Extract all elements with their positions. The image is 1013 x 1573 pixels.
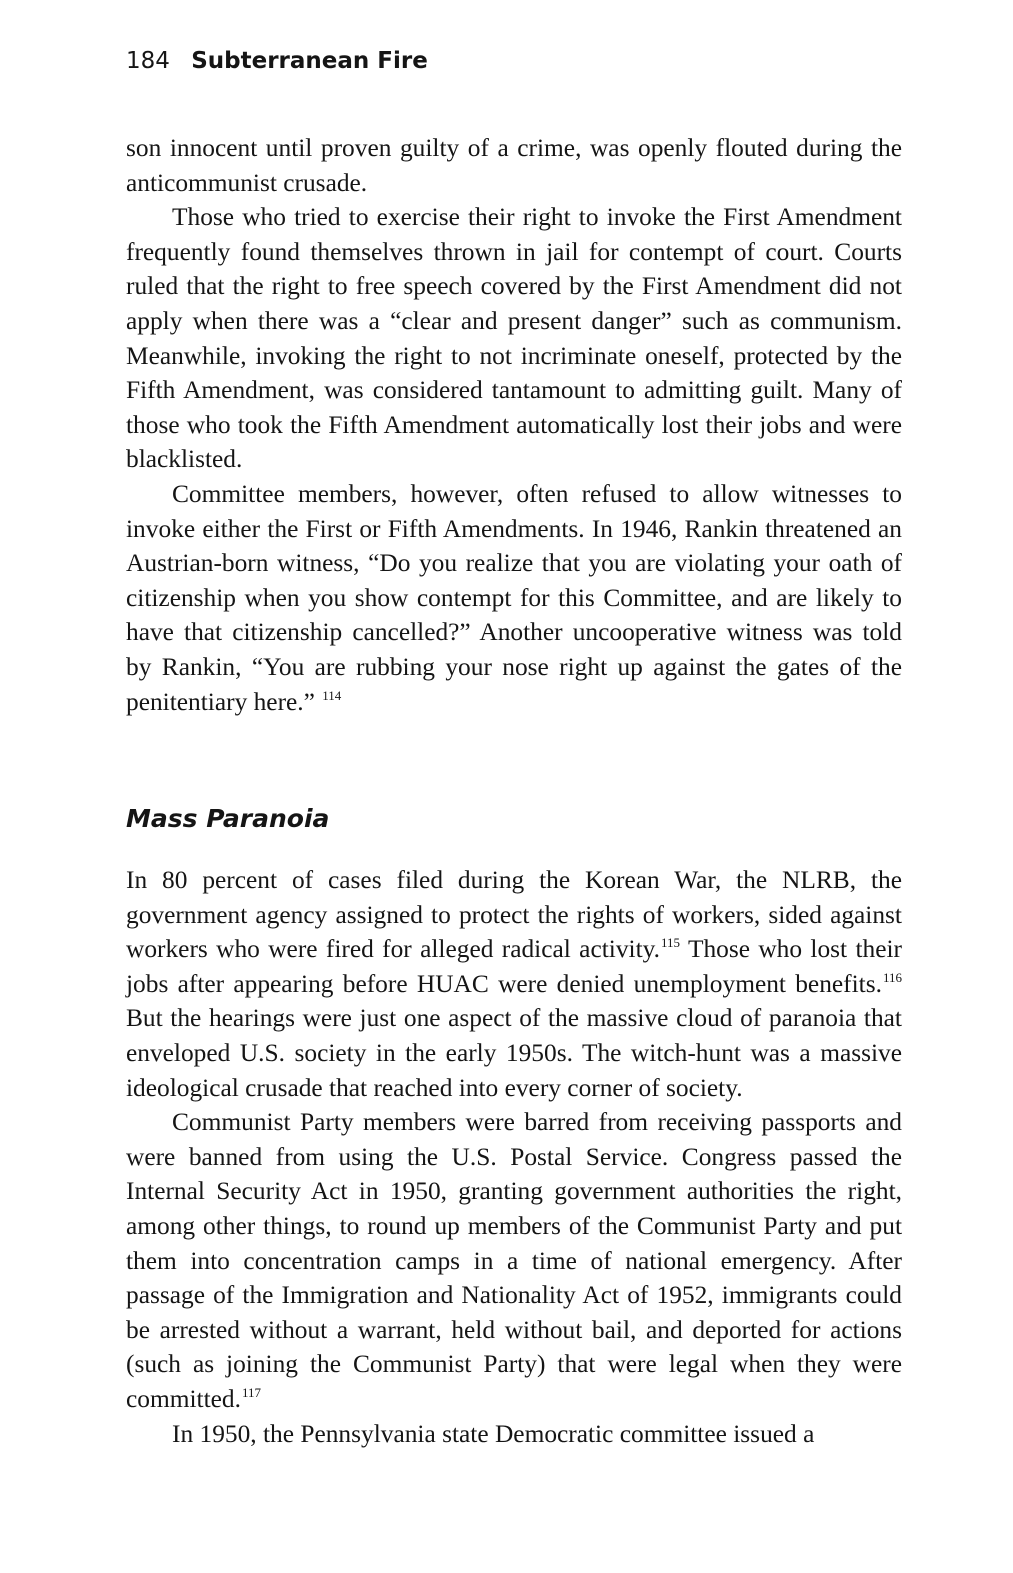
paragraph-nlrb-text-c: But the hearings were just one aspect of the massive cloud of paranoia that enveloped U.S. society in the early 1950s. The witch-hunt was a massive ideological crusade that reached into every corner of society. [126,1004,902,1102]
paragraph-continued: son innocent until proven guilty of a crime, was openly flouted during the anticommunist crusade. [126,134,902,197]
body-text-top [126,131,902,719]
paragraph-rankin-text: Committee members, however, often refused to allow witnesses to invoke either the First or Fifth Amendments. In 1946, Rankin threatened an Austrian-born witness, “Do you realize that you are violating your oath of citizenship when you show contempt for this Committee, and are likely to have that citizenship cancelled?” Another uncooperative witness was told by Rankin, “You are rubbing your nose right up against the gates of the penitentiary here.” [126,479,902,716]
book-title: Subterranean Fire [191,48,428,74]
paragraph-first-amendment: Those who tried to exercise their right to invoke the First Amendment frequently found themselves thrown in jail for contempt of court. Courts ruled that the right to free speech covered by the First Amendment did not apply when there was a “clear and present danger” such as communism. Meanwhile, invoking the right to not incriminate oneself, protected by the Fifth Amendment, was considered tantamount to admitting guilt. Many of those who took the Fifth Amendment automatically lost their jobs and were blacklisted. [126,203,902,474]
footnote-ref-114: 114 [322,687,342,703]
footnote-ref-116: 116 [882,969,902,985]
paragraph-nlrb-text-a: In 80 percent of cases filed during the Korean War, the NLRB, the government agency assigned to protect the rights of workers, sided against workers who were fired for alleged radical activity. [126,866,902,964]
page-number: 184 [126,48,170,74]
paragraph-nlrb-text-b: Those who lost their jobs after appearing before HUAC were denied unemployment benefits. [126,935,902,998]
paragraph-pennsylvania: In 1950, the Pennsylvania state Democratic committee issued a [172,1419,815,1448]
paragraph-internal-security [126,1105,902,1416]
paragraph-nlrb [126,863,902,1105]
section-heading: Mass Paranoia [126,804,330,833]
footnote-ref-115: 115 [661,935,681,951]
footnote-ref-117: 117 [241,1384,261,1400]
paragraph-rankin [126,477,902,719]
running-head [126,46,428,76]
paragraph-internal-security-text: Communist Party members were barred from receiving passports and were banned from using the U.S. Postal Service. Congress passed the Internal Security Act in 1950, granting government authorities the right, among other things, to round up members of the Communist Party and put them into concentration camps in a time of national emergency. After passage of the Immigration and Nationality Act of 1952, immigrants could be arrested without a warrant, held without bail, and deported for actions (such as joining the Communist Party) that were legal when they were committed. [126,1108,902,1413]
body-text-bottom [126,863,902,1451]
